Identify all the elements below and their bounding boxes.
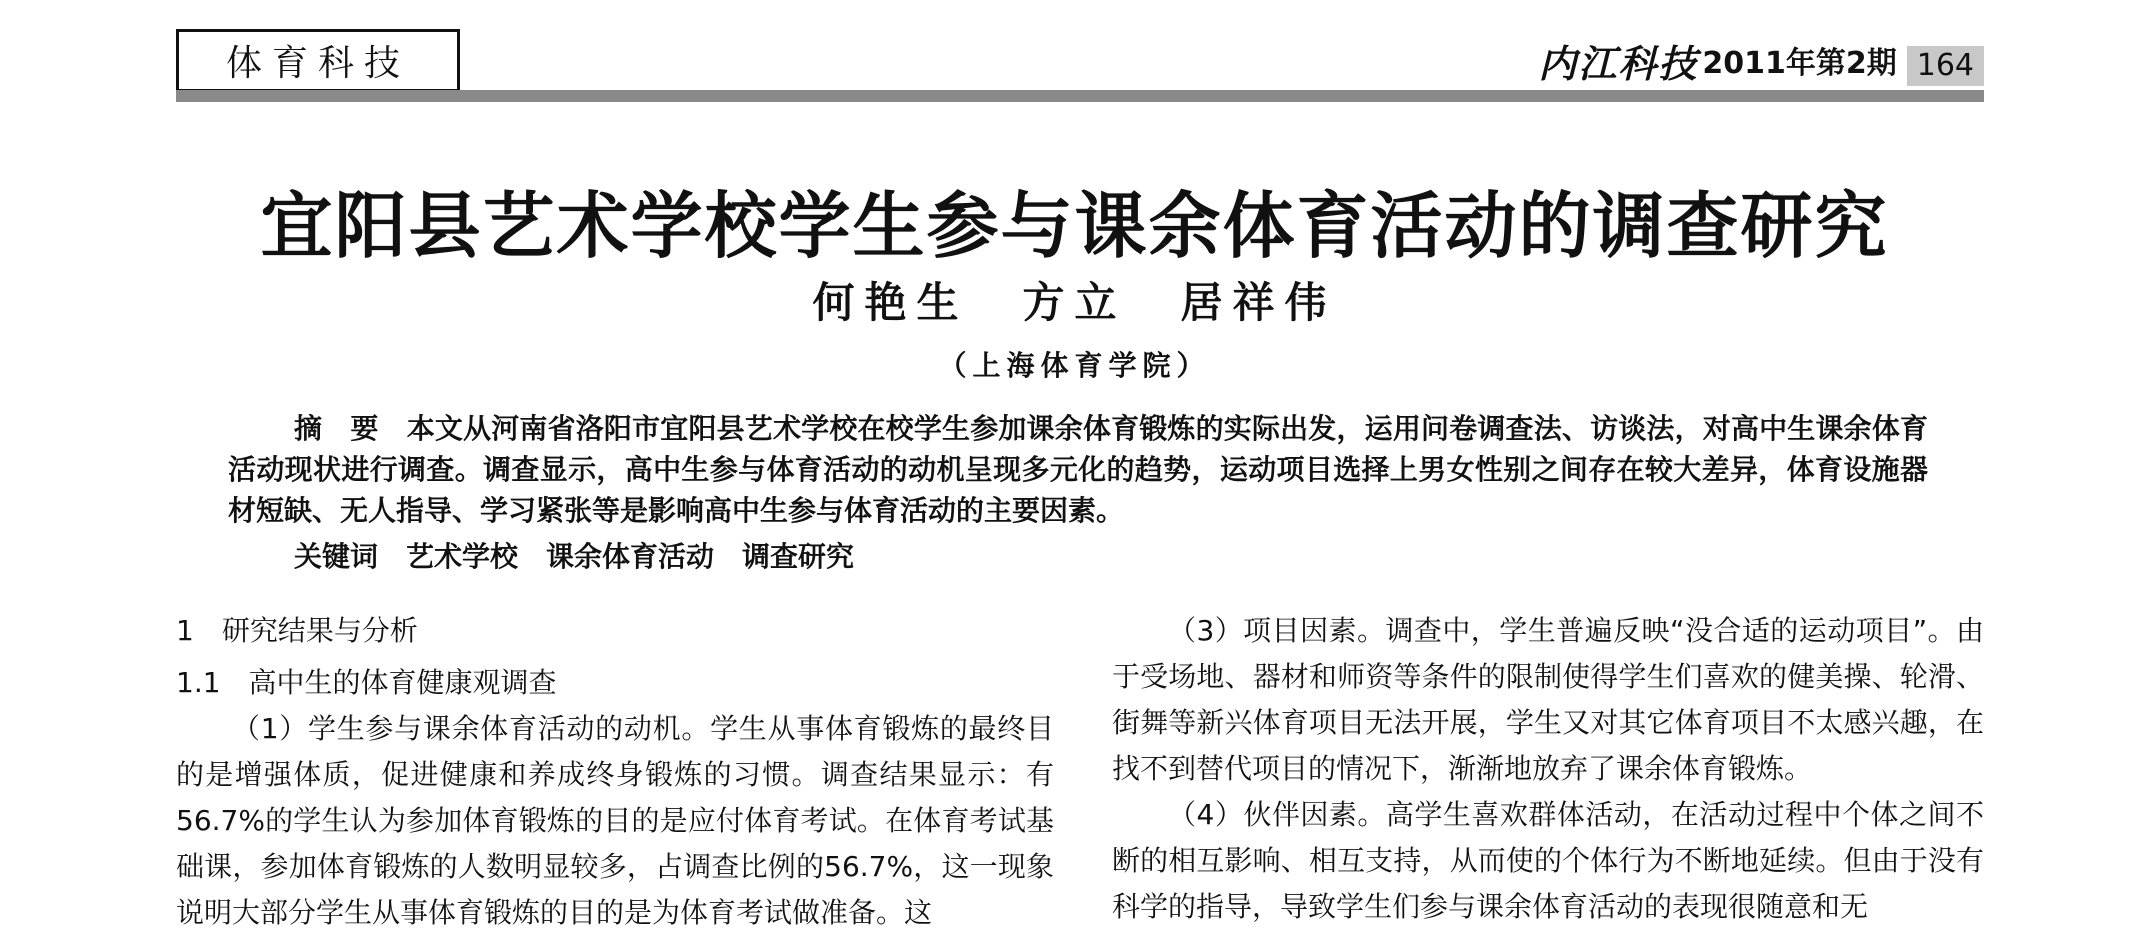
left-column — [176, 608, 1054, 936]
author: 何艳生 — [812, 278, 969, 327]
body-paragraph: （4）伙伴因素。高学生喜欢群体活动，在活动过程中个体之间不断的相互影响、相互支持，从而使的个体行为不断地延续。但由于没有科学的指导，导致学生们参与课余体育活动的表现很随意和无 — [1112, 798, 1984, 923]
author: 居祥伟 — [1180, 278, 1337, 327]
section-heading: 1 研究结果与分析 — [176, 614, 418, 647]
section-tag: 体育科技 — [176, 29, 460, 92]
body-paragraph: （1）学生参与课余体育活动的动机。学生从事体育锻炼的最终目的是增强体质，促进健康和养成终身锻炼的习惯。调查结果显示：有56.7%的学生认为参加体育锻炼的目的是应付体育考试。在体育考试基础课，参加体育锻炼的人数明显较多，占调查比例的56.7%，这一现象说明大部分学生从事体育锻炼的目的是为体育考试做准备。这 — [176, 712, 1054, 929]
author: 方立 — [1022, 278, 1127, 327]
affiliation: （上海体育学院） — [938, 349, 1211, 382]
page-number: 164 — [1907, 46, 1984, 86]
author-list — [0, 270, 2149, 330]
journal-header — [1490, 40, 1984, 86]
keywords: 关键词 艺术学校 课余体育活动 调查研究 — [294, 540, 855, 573]
abstract: 摘 要 本文从河南省洛阳市宜阳县艺术学校在校学生参加课余体育锻炼的实际出发，运用问卷调查法、访谈法，对高中生课余体育活动现状进行调查。调查显示，高中生参与体育活动的动机呈现多元化的趋势，运动项目选择上男女性别之间存在较大差异，体育设施器材短缺、无人指导、学习紧张等是影响高中生参与体育活动的主要因素。 — [228, 412, 1928, 527]
article-title: 宜阳县艺术学校学生参与课余体育活动的调查研究 — [260, 184, 1889, 268]
journal-issue: 2011年第2期 — [1702, 46, 1897, 81]
subsection-heading: 1.1 高中生的体育健康观调查 — [176, 666, 557, 699]
right-column — [1112, 608, 1984, 930]
journal-logo: 内江科技 — [1538, 41, 1699, 86]
body-paragraph: （3）项目因素。调查中，学生普遍反映“没合适的运动项目”。由于受场地、器材和师资等条件的限制使得学生们喜欢的健美操、轮滑、街舞等新兴体育项目无法开展，学生又对其它体育项目不太感兴趣，在找不到替代项目的情况下，渐渐地放弃了课余体育锻炼。 — [1112, 614, 1984, 785]
header-rule — [176, 90, 1984, 102]
